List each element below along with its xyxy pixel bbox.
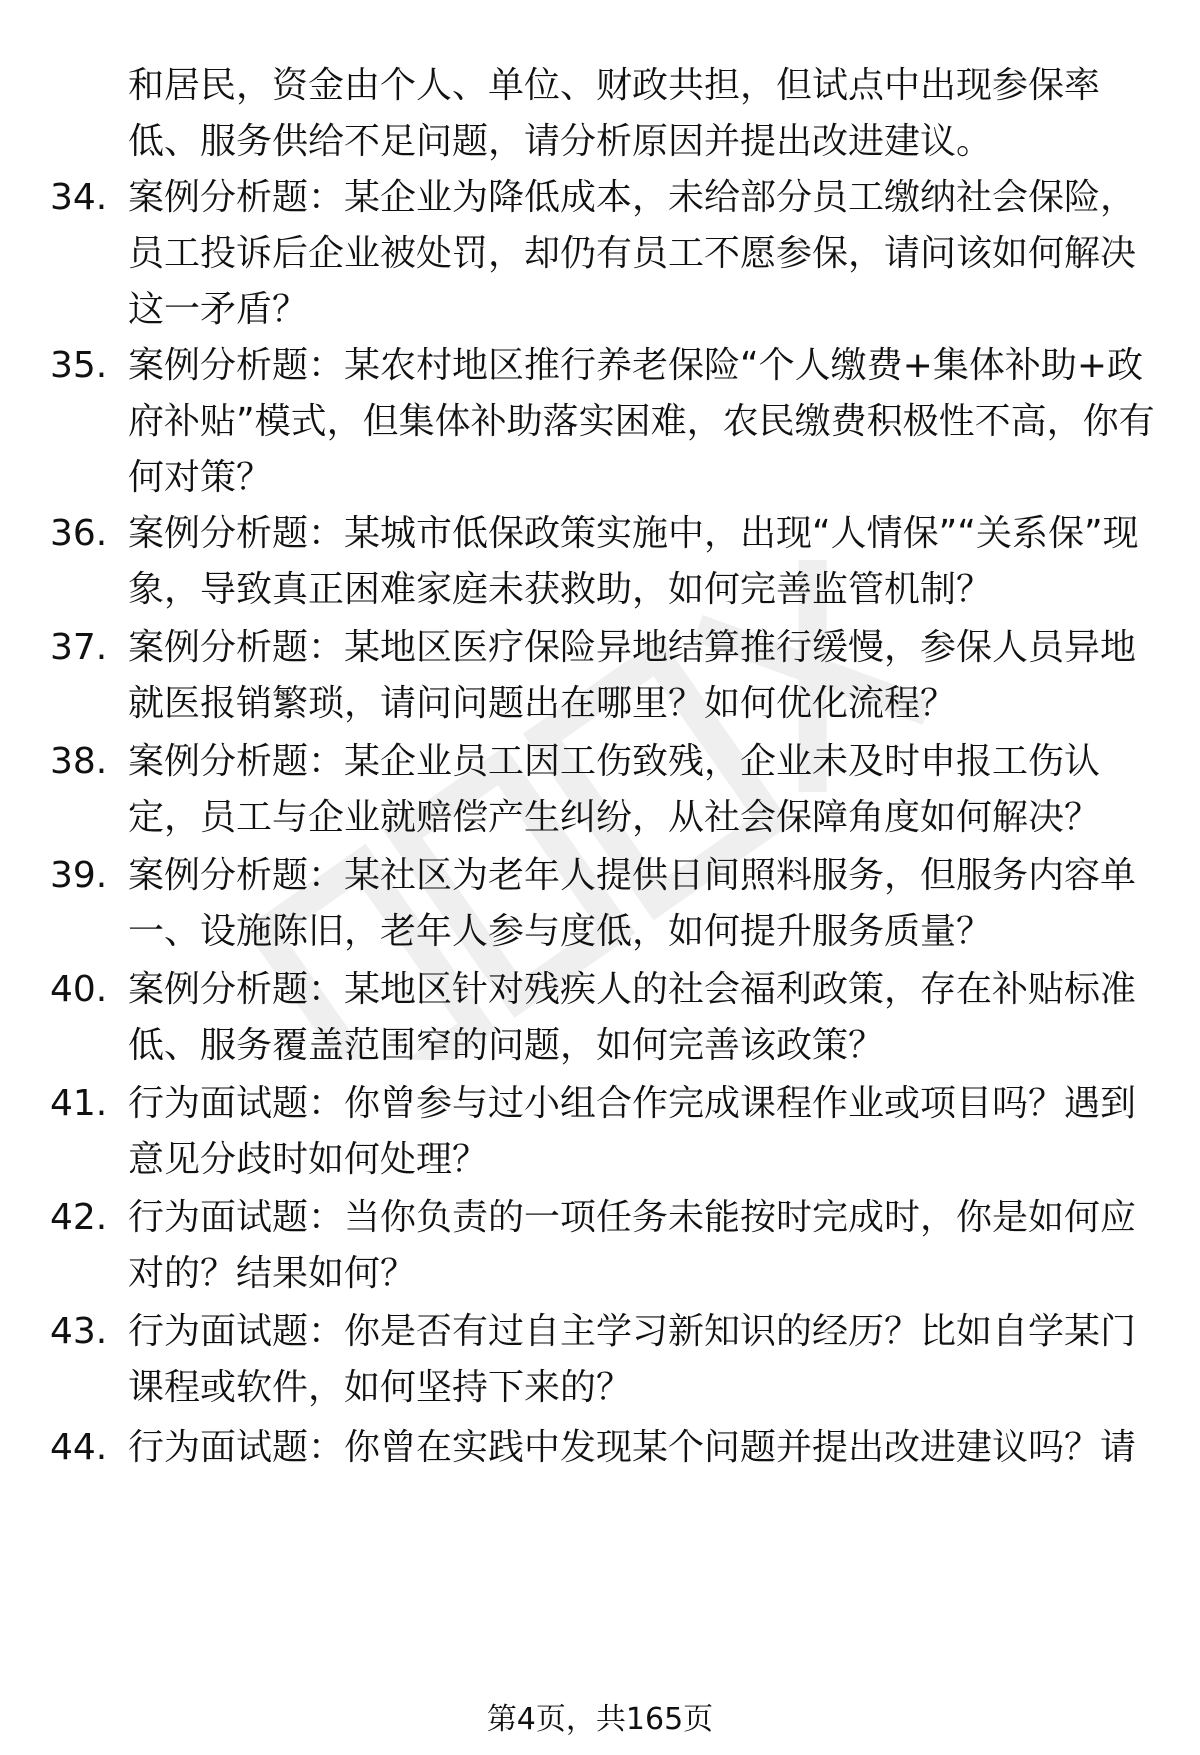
question-number: 40. <box>50 969 108 1010</box>
question-number: 34. <box>50 177 108 218</box>
question-text: 案例分析题：某农村地区推行养老保险“个人缴费+集体补助+政府补贴”模式，但集体补助落实困难，农民缴费积极性不高，你有何对策？ <box>128 345 1155 498</box>
question-number: 37. <box>50 627 108 668</box>
question-text: 行为面试题：你曾参与过小组合作完成课程作业或项目吗？遇到意见分歧时如何处理？ <box>128 1083 1137 1180</box>
question-text: 案例分析题：某地区针对残疾人的社会福利政策，存在补贴标准低、服务覆盖范围窄的问题，如何完善该政策？ <box>128 969 1137 1066</box>
question-text: 行为面试题：你是否有过自主学习新知识的经历？比如自学某门课程或软件，如何坚持下来的？ <box>128 1311 1137 1408</box>
question-number: 41. <box>50 1083 108 1124</box>
page-footer: 第4页，共165页 <box>486 1702 714 1737</box>
question-text: 行为面试题：当你负责的一项任务未能按时完成时，你是如何应对的？结果如何？ <box>128 1197 1137 1294</box>
question-text: 案例分析题：某社区为老年人提供日间照料服务，但服务内容单一、设施陈旧，老年人参与度低，如何提升服务质量？ <box>128 855 1137 952</box>
question-number: 44. <box>50 1427 108 1468</box>
question-number: 38. <box>50 741 108 782</box>
question-text: 案例分析题：某城市低保政策实施中，出现“人情保”“关系保”现象，导致真正困难家庭未获救助，如何完善监管机制？ <box>128 513 1139 610</box>
question-text: 案例分析题：某企业员工因工伤致残，企业未及时申报工伤认定，员工与企业就赔偿产生纠纷，从社会保障角度如何解决？ <box>128 741 1101 838</box>
question-number: 43. <box>50 1311 108 1352</box>
question-number: 35. <box>50 345 108 386</box>
question-text: 案例分析题：某地区医疗保险异地结算推行缓慢，参保人员异地就医报销繁琐，请问问题出在哪里？如何优化流程？ <box>128 627 1137 724</box>
continuation-text: 和居民，资金由个人、单位、财政共担，但试点中出现参保率低、服务供给不足问题，请分析原因并提出改进建议。 <box>128 65 1101 162</box>
question-number: 36. <box>50 513 108 554</box>
question-text: 行为面试题：你曾在实践中发现某个问题并提出改进建议吗？请 <box>128 1427 1137 1468</box>
question-number: 42. <box>50 1197 108 1238</box>
question-text: 案例分析题：某企业为降低成本，未给部分员工缴纳社会保险，员工投诉后企业被处罚，却仍有员工不愿参保，请问该如何解决这一矛盾？ <box>128 177 1137 330</box>
question-number: 39. <box>50 855 108 896</box>
